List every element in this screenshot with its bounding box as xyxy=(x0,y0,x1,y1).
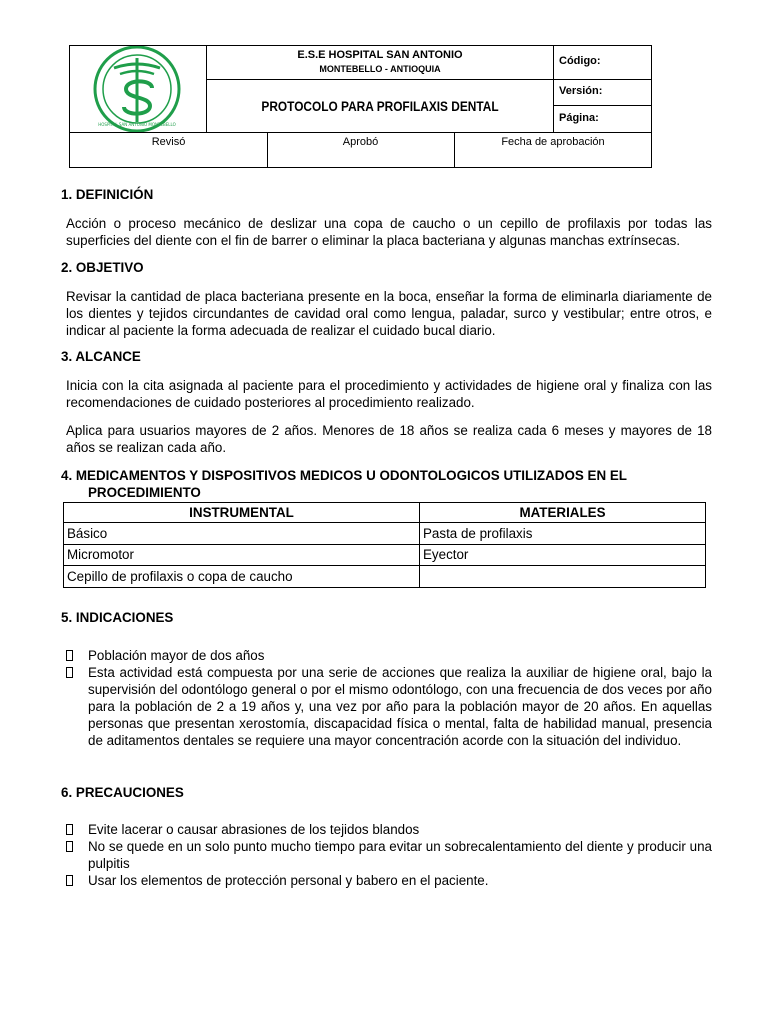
table-row xyxy=(64,566,706,588)
bullet-box-icon xyxy=(66,824,73,835)
bullet-box-icon xyxy=(66,667,73,678)
hospital-location: MONTEBELLO - ANTIOQUIA xyxy=(319,64,441,74)
bullet-box-icon xyxy=(66,650,73,661)
list-item: No se quede en un solo punto mucho tiempo para evitar un sobrecalentamiento del diente y producir una pulpitis xyxy=(66,838,712,872)
section-heading-alcance: 3. ALCANCE xyxy=(61,349,141,364)
bullet-box-icon xyxy=(66,841,73,852)
version-label: Versión: xyxy=(559,85,603,97)
fecha-aprobacion-label: Fecha de aprobación xyxy=(501,136,605,148)
section-heading-definicion: 1. DEFINICIÓN xyxy=(61,187,154,202)
section-heading-precauciones: 6. PRECAUCIONES xyxy=(61,785,184,800)
alcance-text-2: Aplica para usuarios mayores de 2 años. Menores de 18 años se realiza cada 6 meses y mayores de 18 años se realizan cada año. xyxy=(66,423,712,455)
bullet-box-icon xyxy=(66,875,73,886)
instrumental-materiales-table xyxy=(63,502,706,588)
table-cell-materiales: Eyector xyxy=(420,544,706,566)
table-header-row xyxy=(64,503,706,523)
section-heading-objetivo: 2. OBJETIVO xyxy=(61,260,144,275)
indicaciones-list xyxy=(66,647,712,749)
alcance-text-1: Inicia con la cita asignada al paciente para el procedimiento y actividades de higiene oral y finaliza con las recomendaciones de cuidado posteriores al procedimiento realizado. xyxy=(66,378,712,410)
section-heading-medicamentos: 4. MEDICAMENTOS Y DISPOSITIVOS MEDICOS U ODONTOLOGICOS UTILIZADOS EN EL xyxy=(61,468,627,483)
section-heading-medicamentos-line2: PROCEDIMIENTO xyxy=(88,485,201,500)
reviso-label: Revisó xyxy=(151,136,186,148)
precauciones-list xyxy=(66,821,712,889)
hospital-logo xyxy=(70,46,206,132)
svg-text:HOSPITAL SAN ANTONIO MONTEBELL: HOSPITAL SAN ANTONIO MONTEBELLO xyxy=(98,122,176,127)
hospital-name: E.S.E HOSPITAL SAN ANTONIO xyxy=(297,49,463,61)
table-cell-materiales xyxy=(420,566,706,588)
table-cell-instrumental: Micromotor xyxy=(64,544,420,566)
column-header-instrumental: INSTRUMENTAL xyxy=(64,503,420,523)
table-cell-materiales: Pasta de profilaxis xyxy=(420,523,706,545)
definicion-text: Acción o proceso mecánico de deslizar una copa de caucho o un cepillo de profilaxis por todas las superficies del diente con el fin de barrer o eliminar la placa bacteriana y algunas manchas extrínsecas. xyxy=(66,216,712,248)
table-cell-instrumental: Cepillo de profilaxis o copa de caucho xyxy=(64,566,420,588)
column-header-materiales: MATERIALES xyxy=(420,503,706,523)
list-item: Población mayor de dos años xyxy=(66,647,712,664)
document-header xyxy=(69,45,652,168)
hospital-name-block xyxy=(207,48,553,76)
section-heading-indicaciones: 5. INDICACIONES xyxy=(61,610,174,625)
table-cell-instrumental: Básico xyxy=(64,523,420,545)
table-row xyxy=(64,544,706,566)
pagina-label: Página: xyxy=(559,112,599,124)
aprobo-label: Aprobó xyxy=(342,136,379,148)
codigo-label: Código: xyxy=(559,55,601,67)
list-item: Esta actividad está compuesta por una serie de acciones que realiza la auxiliar de higiene oral, bajo la supervisión del odontólogo general o por el mismo odontólogo, con una frecuencia de dos veces por año para la población de 2 a 19 años y, una vez por año para la población mayor de 20 años. En aquellas personas que presentan xerostomía, discapacidad física o mental, falta de habilidad manual, presencia de aditamentos dentales se requiere una mayor concentración acorde con la situación del individuo. xyxy=(66,664,712,749)
list-item: Evite lacerar o causar abrasiones de los tejidos blandos xyxy=(66,821,712,838)
table-row xyxy=(64,523,706,545)
protocol-title: PROTOCOLO PARA PROFILAXIS DENTAL xyxy=(261,98,499,114)
list-item: Usar los elementos de protección personal y babero en el paciente. xyxy=(66,872,712,889)
objetivo-text: Revisar la cantidad de placa bacteriana presente en la boca, enseñar la forma de eliminarla diariamente de los dientes y tejidos circundantes de cavidad oral como lengua, paladar, surco y vestibular; entre otros, e indicar al paciente la forma adecuada de realizar el cuidado bucal diario. xyxy=(66,289,712,338)
